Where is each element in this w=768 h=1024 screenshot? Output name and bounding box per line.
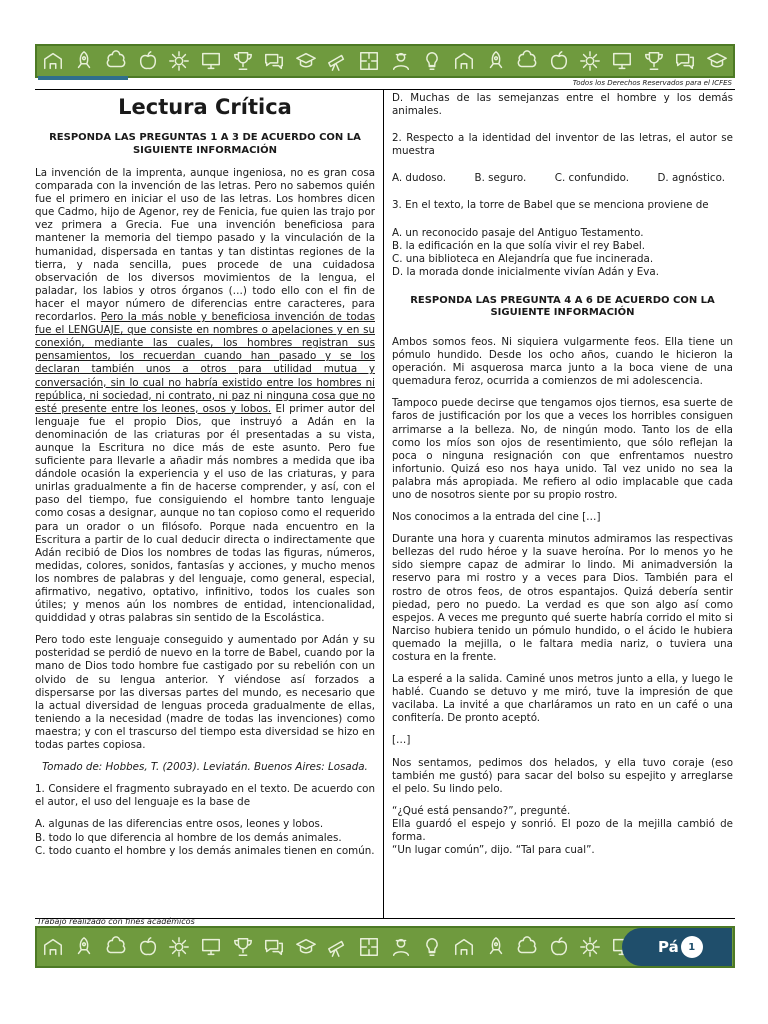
telescope-icon [326,936,348,958]
school-icon [42,50,64,72]
student-icon [390,936,412,958]
puzzle-icon [358,936,380,958]
trophy-icon [232,50,254,72]
apple-icon [548,50,570,72]
brain-icon [105,936,127,958]
section-heading-1: RESPONDA LAS PREGUNTAS 1 A 3 DE ACUERDO CON LA SIGUIENTE INFORMACIÓN [49,132,361,156]
apple-icon [137,50,159,72]
option: A. un reconocido pasaje del Antiguo Testamento. [392,226,644,239]
graduation-cap-icon [295,936,317,958]
dialogue-line: Ella guardó el espejo y sonrió. El pozo de la mejilla cambió de forma. [392,817,733,844]
story-paragraph-7: Nos sentamos, pedimos dos helados, y ella tuvo coraje (eso también me gustó) para sacar del bolso su espejito y arreglarse el pelo. Su lindo pelo. [392,756,733,795]
story-dialogue [392,805,733,857]
question-2-options [392,172,733,185]
question-3: 3. En el texto, la torre de Babel que se menciona proviene de [392,199,709,212]
page-badge [622,928,732,966]
school-icon [453,936,475,958]
top-banner [35,44,735,78]
rights-text: Todos los Derechos Reservados para el ICFES [572,79,732,87]
source-citation: Tomado de: Hobbes, T. (2003). Leviatán. Buenos Aires: Losada. [42,761,368,774]
chat-icon [263,50,285,72]
question-3-options [392,227,733,279]
apple-icon [137,936,159,958]
lightbulb-icon [421,936,443,958]
option: D. la morada donde inicialmente vivían Adán y Eva. [392,265,659,278]
passage-text: El primer autor del lenguaje fue el propio Dios, que instruyó a Adán en la denominación de las criaturas por él presentadas a su vista, aunque la Escritura no dice más de este asunto. Pero fue suficiente para llevarle a añadir más nombres a medida que iba dándole ocasión la experiencia y el uso de las criaturas, y para unirlas gradualmente a fin de hacerse comprender, y así, con el paso del tiempo, fue consiguiendo el hombre tanto lenguaje como cosas a designar, aunque no tan copioso como el requerido para un orador o un filósofo. Porque nada encuentro en la Escritura a partir de lo cual deducir directa o indirectamente que Adán recibió de Dios los nombres de todas las figuras, números, medidas, colores, sonidos, fantasías y acciones, y mucho menos los nombres de palabras y del lenguaje, como general, especial, afirmativo, negativo, optativo, infinitivo, todos los cuales son útiles; y menos aún los nombres de entidad, intencionalidad, quiddidad y otras palabras sin sentido de la Escolástica. [35,402,376,625]
puzzle-icon [358,50,380,72]
story-paragraph-4: Durante una hora y cuarenta minutos admiramos las respectivas bellezas del rudo héroe y la suave heroína. Por lo menos yo he sido siempre capaz de admirar lo lindo. Mi animadversión la reservo para mi rostro y a veces para Dios. También para el rostro de otros feos, de otros espantajos. Quizá debería sentir piedad, pero no puedo. La verdad es que son algo así como espejos. A veces me pregunto qué suerte habría corrido el mito si Narciso hubiera tenido un pómulo hundido, o el ácido le hubiera quemado la mejilla, o le faltara media nariz, o tuviera una costura en la frente. [392,533,733,663]
dialogue-line: “Un lugar común”, dijo. “Tal para cual”. [392,844,595,857]
left-column [35,92,375,858]
page-number: 1 [681,936,703,958]
option: C. una biblioteca en Alejandría que fue incinerada. [392,252,654,265]
trophy-icon [643,50,665,72]
story-paragraph-5: La esperé a la salida. Caminé unos metros junto a ella, y luego le hablé. Cuando se detuvo y me miró, tuve la impresión de que vacilaba. La invité a que charláramos un rato en un café o una confitería. De pronto aceptó. [392,673,733,725]
section-heading-2: RESPONDA LAS PREGUNTA 4 A 6 DE ACUERDO CON LA SIGUIENTE INFORMACIÓN [410,294,715,319]
footer-note: Trabajo realizado con fines académicos [37,917,195,926]
monitor-icon [200,50,222,72]
dialogue-line: “¿Qué está pensando?”, pregunté. [392,804,571,817]
gear-icon [579,50,601,72]
gear-icon [579,936,601,958]
option: A. dudoso. [392,172,447,185]
story-paragraph-6: […] [392,734,411,747]
chat-icon [263,936,285,958]
passage-text: La invención de la imprenta, aunque ingeniosa, no es gran cosa comparada con la invención de las letras. Pero no sabemos quién fue el primero en iniciar el uso de las letras. Los hombres dicen que Cadmo, hijo de Agenor, rey de Fenicia, fue quien las trajo por vez primera a Grecia. Fue una invención beneficiosa para mantener la memoria del tiempo pasado y la vinculación de la humanidad, dispersada en tantas y tan distintas regiones de la tierra, y nada sencilla, pues procede de una cuidadosa observación de los diversos movimientos de la lengua, el paladar, los labios y otros órganos (…) todo ello con el fin de hacer el mayor número de diferencias entre caracteres, para recordarlos. [35,167,375,324]
option: B. seguro. [474,172,527,185]
column-divider [383,90,384,918]
top-divider [35,89,735,90]
lightbulb-icon [421,50,443,72]
question-1-option-d: D. Muchas de las semejanzas entre el hombre y los demás animales. [392,92,733,118]
passage-paragraph-1 [35,167,375,625]
rocket-icon [485,50,507,72]
brain-icon [105,50,127,72]
school-icon [453,50,475,72]
page-title: Lectura Crítica [118,95,292,119]
graduation-cap-icon [706,50,728,72]
student-icon [390,50,412,72]
question-1-options [35,818,375,857]
rocket-icon [73,50,95,72]
story-paragraph-1: Ambos somos feos. Ni siquiera vulgarmente feos. Ella tiene un pómulo hundido. Desde los ocho años, cuando le hicieron la operación. Mi asquerosa marca junto a la boca viene de una quemadura feroz, ocurrida a comienzos de mi adolescencia. [392,335,733,388]
story-paragraph-3: Nos conocimos a la entrada del cine […] [392,511,601,524]
rocket-icon [73,936,95,958]
passage-paragraph-2: Pero todo este lenguaje conseguido y aumentado por Adán y su posteridad se perdió de nuevo en la torre de Babel, cuando por la mano de Dios todo hombre fue castigado por su rebelión con un olvido de su lengua anterior. Y viéndose así forzados a dispersarse por las diversas partes del mundo, es necesario que la actual diversidad de lenguas proceda gradualmente de ellas, teniendo a la necesidad (madre de todas las invenciones) como maestra; y con el trascurso del tiempo esta diversidad se hizo en todas partes copiosa. [35,634,375,752]
option: B. la edificación en la que solía vivir el rey Babel. [392,239,646,252]
graduation-cap-icon [295,50,317,72]
top-stripe [38,76,128,80]
gear-icon [168,50,190,72]
option: C. confundido. [554,172,630,185]
question-2: 2. Respecto a la identidad del inventor de las letras, el autor se muestra [392,132,733,158]
option: C. todo cuanto el hombre y los demás animales tienen en común. [35,844,375,857]
option: B. todo lo que diferencia al hombre de los demás animales. [35,831,342,844]
underlined-fragment: Pero la más noble y beneficiosa invención de todas fue el LENGUAJE, que consiste en nombres o apelaciones y en su conexión, mediante las cuales, los hombres registran sus pensamientos, los recuerdan cuando han pasado y se los declaran también unos a otros para utilidad mutua y conversación, sin lo cual no habría existido entre los hombres ni república, ni sociedad, ni contrato, ni paz ni ninguna cosa que no esté presente entre los leones, osos y lobos. [35,311,375,415]
apple-icon [548,936,570,958]
question-1: 1. Considere el fragmento subrayado en el texto. De acuerdo con el autor, el uso del lenguaje es la base de [35,783,375,809]
trophy-icon [232,936,254,958]
brain-icon [516,50,538,72]
rocket-icon [485,936,507,958]
brain-icon [516,936,538,958]
gear-icon [168,936,190,958]
right-column [392,92,733,857]
story-paragraph-2: Tampoco puede decirse que tengamos ojos tiernos, esa suerte de faros de justificación por los que a veces los horribles consiguen arrimarse a la belleza. No, de ningún modo. Tanto los de ella como los míos son ojos de resentimiento, que sólo reflejan la poca o ninguna resignación con que enfrentamos nuestro infortunio. Quizá eso nos haya unido. Tal vez unido no sea la palabra más apropiada. Me refiero al odio implacable que cada uno de nosotros siente por su propio rostro. [392,397,733,501]
chat-icon [674,50,696,72]
school-icon [42,936,64,958]
option: D. agnóstico. [657,172,725,185]
monitor-icon [200,936,222,958]
telescope-icon [326,50,348,72]
page-label: Pá [658,938,679,956]
monitor-icon [611,50,633,72]
option: A. algunas de las diferencias entre osos, leones y lobos. [35,818,324,831]
